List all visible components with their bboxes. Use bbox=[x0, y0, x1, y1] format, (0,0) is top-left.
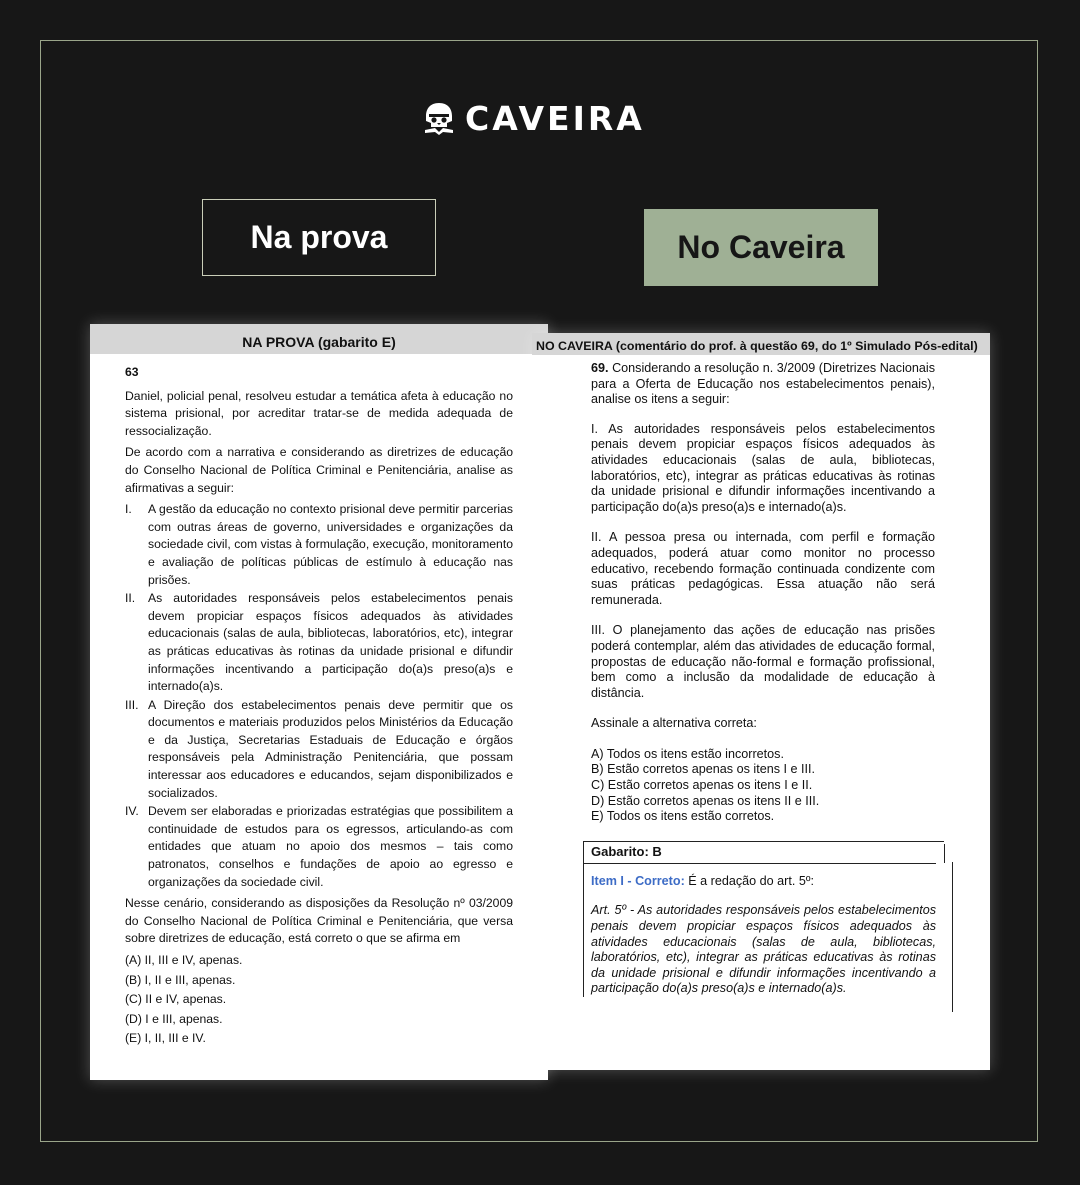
option-item: A) Todos os itens estão incorretos. bbox=[591, 746, 784, 761]
question-number: 69. bbox=[591, 361, 609, 375]
item-text: III. O planejamento das ações de educação nas prisões poderá contemplar, além das atividades de educação formal, propostas de educação não-formal e formação profissional, bem como a inclusão da modalidade de educação à distância. bbox=[591, 623, 935, 700]
skull-helmet-icon bbox=[423, 102, 455, 136]
logo-text: CAVEIRA bbox=[465, 99, 645, 138]
answer-key: Gabarito: B bbox=[591, 844, 945, 863]
item-text: II. A pessoa presa ou internada, com perfil e formação adequados, poderá atuar como monitor no processo educativo, recebendo formação continuada condizente com suas práticas pedagógicas. Essa atuação não será remunerada. bbox=[591, 530, 935, 607]
option-item: (A) II, III e IV, apenas. bbox=[125, 953, 243, 967]
question-intro-2: De acordo com a narrativa e considerando as diretrizes de educação do Conselho Nacional de Política Criminal e Penitenciária, analise as afirmativas a seguir: bbox=[125, 445, 513, 495]
option-item: D) Estão corretos apenas os itens II e III. bbox=[591, 793, 820, 808]
affirmative-item: IV. Devem ser elaboradas e priorizadas estratégias que possibilitem a continuidade de estudos para os egressos, articulando-as com entidades que atuam no apoio dos mesmos – tais como patronatos, conselhos e fundações de apoio ao egresso e organizações da sociedade civil. bbox=[125, 804, 513, 889]
options-list bbox=[125, 952, 513, 1048]
caveira-logo bbox=[423, 101, 645, 137]
na-prova-document bbox=[90, 324, 548, 1080]
question-closing: Nesse cenário, considerando as disposições da Resolução nº 03/2009 do Conselho Nacional de Política Criminal e Penitenciária, que versa sobre diretrizes de educação, está correto o que se afirma em bbox=[125, 896, 513, 946]
affirmative-item: I. A gestão da educação no contexto prisional deve permitir parcerias com outras áreas de governo, universidades e organizações da sociedade civil, com vistas à formulação, execução, monitoramento e avaliação de políticas públicas de estímulo à educação nas prisões. bbox=[125, 502, 513, 587]
answer-box bbox=[583, 841, 944, 997]
option-item: (E) I, II, III e IV. bbox=[125, 1031, 206, 1046]
item-text: I. As autoridades responsáveis pelos estabelecimentos penais devem propiciar espaços físicos adequados às atividades educacionais (salas de aula, bibliotecas, laboratórios, etc), integrar as práticas educativas às rotinas da unidade prisional e difundir informações incentivando a participação do(a)s preso(a)s e internado(a)s. bbox=[591, 421, 935, 514]
question-text: 69. Considerando a resolução n. 3/2009 (Diretrizes Nacionais para a Oferta de Educação nos estabelecimentos penais), analise os itens a seguir: bbox=[591, 361, 936, 407]
option-item: (C) II e IV, apenas. bbox=[125, 992, 227, 1007]
na-prova-tab[interactable]: Na prova bbox=[202, 199, 436, 276]
question-number: 63 bbox=[125, 365, 139, 379]
no-caveira-document bbox=[532, 333, 990, 1070]
affirmatives-list bbox=[125, 501, 513, 891]
no-caveira-tab[interactable]: No Caveira bbox=[644, 209, 878, 286]
item-comment: Item I - Correto: É a redação do art. 5º: bbox=[591, 873, 814, 888]
na-prova-header: NA PROVA (gabarito E) bbox=[90, 324, 548, 354]
option-item: C) Estão corretos apenas os itens I e II. bbox=[591, 778, 813, 793]
affirmative-item: II. As autoridades responsáveis pelos estabelecimentos penais devem propiciar espaços físicos adequados às atividades educacionais (salas de aula, bibliotecas, laboratórios, etc), integrar as práticas educativas às rotinas da unidade prisional e difundir informações incentivando a participação do(a)s preso(a)s e internado(a)s. bbox=[125, 591, 513, 694]
answer-prompt: Assinale a alternativa correta: bbox=[591, 716, 757, 731]
option-item: (D) I e III, apenas. bbox=[125, 1011, 223, 1026]
no-caveira-header: NO CAVEIRA (comentário do prof. à questão 69, do 1º Simulado Pós-edital) bbox=[532, 333, 990, 355]
options-list bbox=[591, 747, 935, 825]
option-item: (B) I, II e III, apenas. bbox=[125, 972, 236, 987]
option-item: E) Todos os itens estão corretos. bbox=[591, 809, 775, 824]
question-intro-1: Daniel, policial penal, resolveu estudar a temática afeta à educação no sistema prisional, por acreditar tratar-se de medida adequada de ressocialização. bbox=[125, 388, 513, 438]
correct-label: Item I - Correto: bbox=[591, 873, 685, 888]
option-item: B) Estão corretos apenas os itens I e III. bbox=[591, 762, 816, 777]
article-quote: Art. 5º - As autoridades responsáveis pelos estabelecimentos penais devem propiciar espaços físicos adequados às atividades educacionais (salas de aula, bibliotecas, laboratórios, etc), integrar as práticas educativas às rotinas da unidade prisional e difundir informações incentivando a participação do(a)s preso(a)s e internado(a)s. bbox=[591, 903, 936, 996]
affirmative-item: III. A Direção dos estabelecimentos penais deve permitir que os documentos e materiais produzidos pelos Ministérios da Educação e da Justiça, Secretarias Estaduais de Educação e órgãos responsáveis pela Administração Penitenciária, que possam interessar aos educadores e educandos, sejam disponibilizados e socializados. bbox=[125, 697, 513, 800]
